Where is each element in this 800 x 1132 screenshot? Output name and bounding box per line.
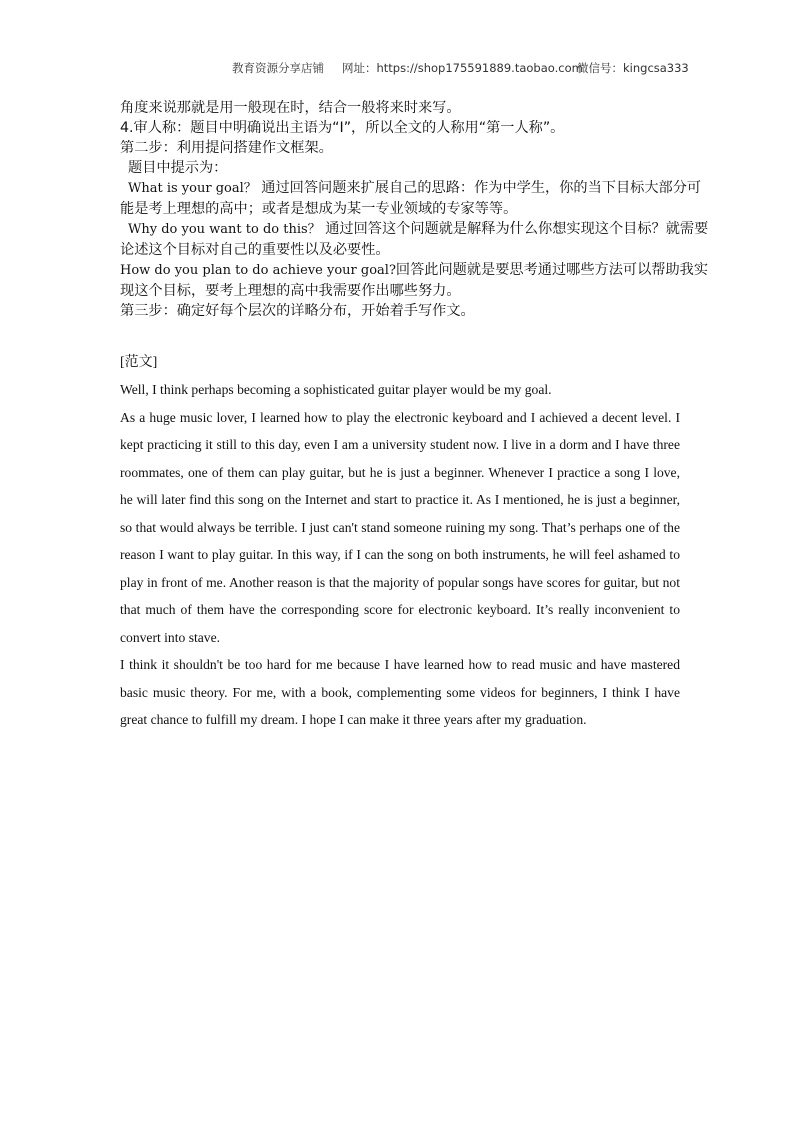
question-1-en: What is your goal？ — [128, 181, 257, 196]
essay-paragraph-2: As a huge music lover, I learned how to play the electronic keyboard and I achieved a decent level. I kept practicing it still to this day, even I am a university student now. I live in a dorm and I have three roommates, one of them can play guitar, but he is just a beginner. Whenever I practice a song I love, he will later find this song on the Internet and start to practice it. As I mentioned, he is just a beginner, so that would always be terrible. I just can't stand someone ruining my song. That’s perhaps one of the reason I want to play guitar. In this way, if I can the song on both instruments, he will feel ashamed to play in front of me. Another reason is that the majority of popular songs have scores for guitar, but not that much of them have the corresponding score for electronic keyboard. It’s really inconvenient to convert into stave. — [120, 409, 680, 645]
essay-paragraph-1: Well, I think perhaps becoming a sophisticated guitar player would be my goal. — [120, 382, 552, 397]
question-1-cn-b: 能是考上理想的高中；或者是想成为某一专业领域的专家等等。 — [120, 201, 518, 217]
essay-paragraph-3: I think it shouldn't be too hard for me because I have learned how to read music and have mastered basic music theory. For me, with a book, complementing some videos for beginners, I think I have great chance to fulfill my dream. I hope I can make it three years after my graduation. — [120, 657, 680, 727]
question-2-cn-a: 通过回答这个问题就是解释为什么你想实现这个目标？就需要 — [325, 221, 709, 237]
instruction-block — [120, 98, 709, 321]
question-2-en: Why do you want to do this？ — [128, 222, 321, 237]
shop-name: 教育资源分享店铺 — [232, 61, 324, 75]
page-header — [0, 60, 800, 78]
question-1-cn-a: 通过回答问题来扩展自己的思路：作为中学生，你的当下目标大部分可 — [261, 180, 702, 196]
question-3-line-a — [120, 260, 709, 281]
shop-url: 网址：https://shop175591889.taobao.com — [342, 61, 583, 75]
model-essay — [120, 376, 680, 734]
intro-line-3: 第二步：利用提问搭建作文框架。 — [120, 140, 333, 156]
question-3-cn-b: 现这个目标，要考上理想的高中我需要作出哪些努力。 — [120, 283, 461, 299]
step-3-line: 第三步：确定好每个层次的详略分布，开始着手写作文。 — [120, 303, 475, 319]
question-2-cn-b: 论述这个目标对自己的重要性以及必要性。 — [120, 242, 390, 258]
model-essay-heading: [范文] — [120, 355, 158, 370]
intro-line-4 — [120, 158, 695, 178]
question-2-line-a — [120, 219, 709, 240]
intro-line-2: 4.审人称：题目中明确说出主语为“I”，所以全文的人称用“第一人称”。 — [120, 120, 565, 136]
wechat-id: 微信号：kingcsa333 — [577, 61, 689, 75]
question-3-en: How do you plan to do achieve your goal? — [120, 263, 396, 278]
prompt-heading: 题目中提示为： — [128, 160, 228, 176]
intro-line-1: 角度来说那就是用一般现在时，结合一般将来时来写。 — [120, 100, 461, 116]
question-1-line-a — [120, 178, 702, 199]
question-3-cn-a: 回答此问题就是要思考通过哪些方法可以帮助我实 — [395, 262, 709, 278]
